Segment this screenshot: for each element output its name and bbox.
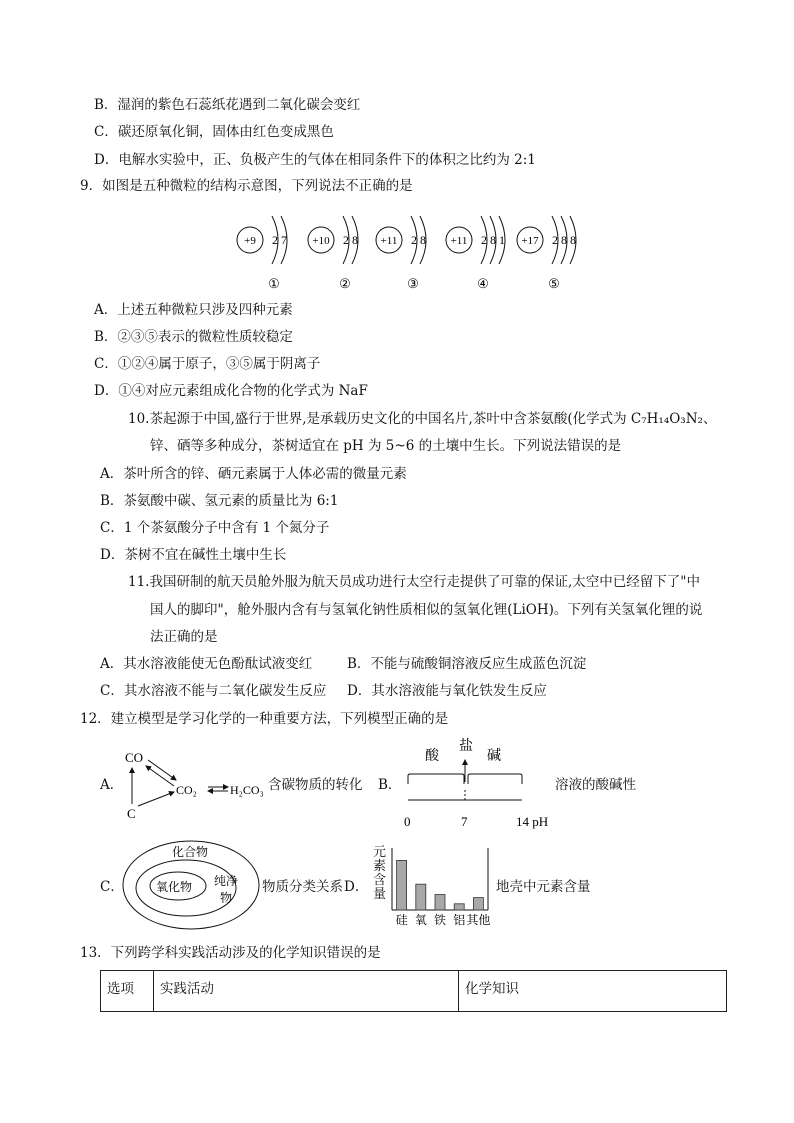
q8-option-c: C．碳还原氧化铜，固体由红色变成黑色 [94, 124, 334, 140]
tick-14: 14 pH [516, 814, 549, 829]
tick-label: 铝 [453, 913, 466, 927]
q11-stem-line2: 国人的脚印"，舱外服内含有与氢氧化钠性质相似的氢氧化锂(LiOH)。下列有关氢氧化锂的说 [150, 602, 703, 618]
label-base: 碱 [487, 748, 501, 764]
base-bracket [468, 774, 522, 784]
particle-label: ⑤ [548, 276, 560, 291]
q9-stem: 9．如图是五种微粒的结构示意图，下列说法不正确的是 [80, 178, 413, 194]
tick-0: 0 [404, 814, 411, 829]
tick-label: 其他 [466, 913, 490, 927]
q9-option-b: B．②③⑤表示的微粒性质较稳定 [94, 329, 293, 345]
label-oxide: 氧化物 [156, 880, 193, 894]
classification-model [120, 836, 262, 932]
q8-option-d: D．电解水实验中，正、负极产生的气体在相同条件下的体积之比约为 2:1 [94, 152, 536, 168]
bar-硅 [397, 860, 407, 910]
electron-counts: 2 7 [272, 233, 287, 247]
q11-option-d: D．其水溶液能与氧化铁发生反应 [347, 683, 547, 699]
label-acid: 酸 [425, 748, 439, 764]
particle-label: ④ [477, 276, 489, 291]
q12-stem: 12．建立模型是学习化学的一种重要方法，下列模型正确的是 [80, 711, 449, 727]
nucleus-charge: +10 [312, 235, 330, 247]
header-knowledge: 化学知识 [459, 971, 727, 1012]
q10-option-d: D．茶树不宜在碱性土壤中生长 [100, 547, 287, 563]
particle-label: ① [268, 276, 280, 291]
label-c: C [127, 806, 136, 821]
q12-d-letter: D． [344, 879, 369, 895]
label-co: CO [125, 750, 144, 765]
label-compound: 化合物 [172, 845, 209, 859]
q10-stem-line1: 10.茶起源于中国,盛行于世界,是承载历史文化的中国名片,茶叶中含茶氨酸(化学式为 C₇H₁₄O₃N₂、 [128, 411, 717, 427]
label-co2: CO₂ [176, 783, 197, 797]
table-header-row [101, 971, 727, 1012]
particle-4 [446, 216, 505, 291]
particle-2 [308, 216, 358, 291]
q10-option-b: B．茶氨酸中碳、氢元素的质量比为 6:1 [100, 493, 339, 509]
particle-5 [517, 216, 576, 291]
bar-铁 [435, 895, 445, 911]
bar-铝 [454, 904, 464, 910]
nucleus-charge: +11 [380, 235, 398, 247]
crust-element-chart [388, 846, 490, 928]
q9-option-a: A．上述五种微粒只涉及四种元素 [94, 302, 293, 318]
nucleus-charge: +9 [244, 235, 256, 247]
particle-1 [237, 216, 287, 291]
q10-option-c: C．1 个茶氨酸分子中含有 1 个氮分子 [100, 520, 330, 536]
header-activity: 实践活动 [154, 971, 459, 1012]
q13-stem: 13．下列跨学科实践活动涉及的化学知识错误的是 [80, 945, 381, 961]
tick-7: 7 [461, 814, 468, 829]
q10-option-a: A．茶叶所含的锌、硒元素属于人体必需的微量元素 [100, 466, 407, 482]
particle-label: ③ [407, 276, 419, 291]
q8-option-b: B．湿润的紫色石蕊纸花遇到二氧化碳会变红 [94, 97, 361, 113]
arrow-c-to-co2 [138, 792, 174, 806]
particle-label: ② [339, 276, 351, 291]
particle-3 [376, 216, 426, 291]
label-salt: 盐 [459, 738, 473, 754]
chart-ylabel: 元素含量 [373, 845, 387, 902]
tick-label: 铁 [433, 913, 447, 927]
electron-counts: 2 8 [411, 233, 426, 247]
q12-c-letter: C． [100, 879, 124, 895]
tick-label: 硅 [395, 913, 408, 927]
q11-stem-line1: 11.我国研制的航天员舱外服为航天员成功进行太空行走提供了可靠的保证,太空中已经留下了"中 [128, 574, 700, 590]
bar-氧 [416, 884, 426, 910]
q12-a-letter: A． [100, 777, 124, 793]
bar-其他 [473, 898, 483, 910]
nucleus-charge: +11 [450, 235, 468, 247]
q13-table [100, 970, 727, 1012]
q11-option-b: B．不能与硫酸铜溶液反应生成蓝色沉淀 [347, 656, 587, 672]
label-pure-2: 物 [220, 891, 233, 905]
nucleus-charge: +17 [521, 235, 539, 247]
tick-label: 氧 [414, 913, 427, 927]
q12-d-caption: 地壳中元素含量 [496, 879, 591, 895]
label-pure-1: 纯净 [214, 874, 239, 888]
electron-counts: 2 8 8 [552, 233, 576, 247]
q12-a-caption: 含碳物质的转化 [268, 777, 363, 793]
acid-bracket [408, 774, 464, 784]
electron-counts: 2 8 [343, 233, 358, 247]
q12-c-caption: 物质分类关系 [262, 879, 343, 895]
q10-stem-line2: 锌、硒等多种成分，茶树适宜在 pH 为 5~6 的土壤中生长。下列说法错误的是 [150, 438, 622, 454]
header-option: 选项 [101, 971, 154, 1012]
label-h2co3: H₂CO₃ [230, 783, 264, 797]
q12-b-caption: 溶液的酸碱性 [555, 777, 636, 793]
electron-counts: 2 8 1 [481, 233, 505, 247]
q9-option-d: D．①④对应元素组成化合物的化学式为 NaF [94, 383, 368, 399]
particle-structure-diagram [230, 200, 590, 295]
q12-b-letter: B． [378, 777, 402, 793]
q11-stem-line3: 法正确的是 [150, 629, 218, 645]
q11-option-a: A．其水溶液能使无色酚酞试液变红 [100, 656, 313, 672]
q9-option-c: C．①②④属于原子，③⑤属于阴离子 [94, 356, 321, 372]
q11-option-c: C．其水溶液不能与二氧化碳发生反应 [100, 683, 327, 699]
ph-scale-model [398, 734, 558, 832]
